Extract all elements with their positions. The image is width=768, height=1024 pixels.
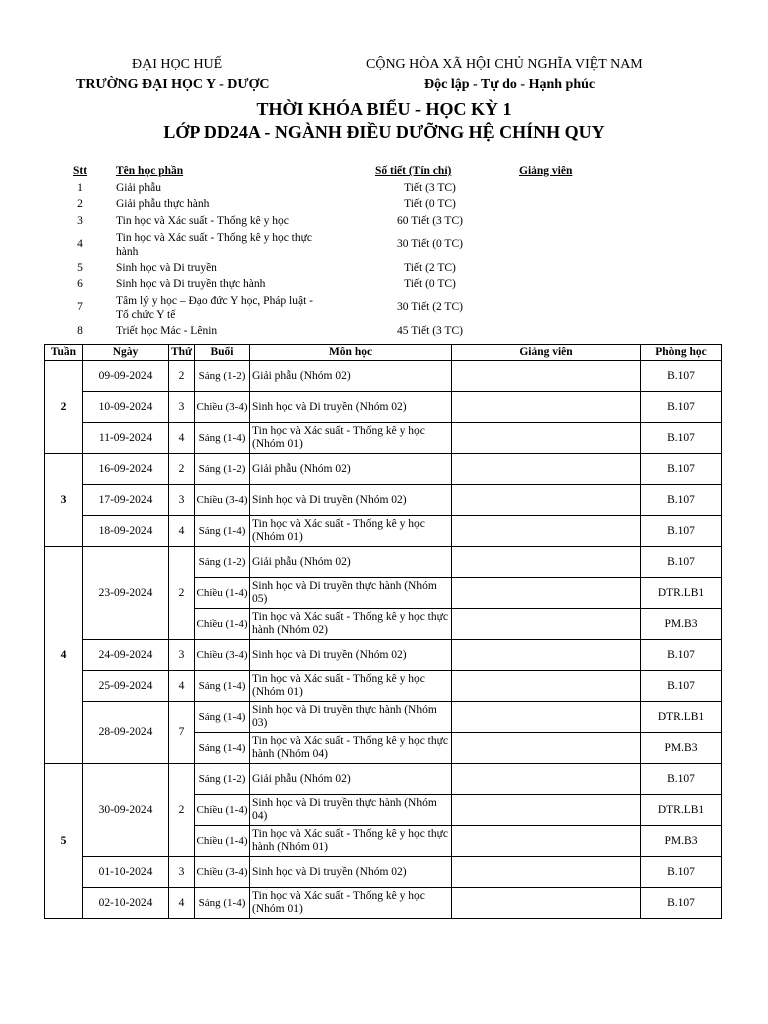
lecturer-cell bbox=[452, 392, 641, 423]
lecturer-cell bbox=[452, 640, 641, 671]
subject-cell: Tin học và Xác suất - Thống kê y học (Nhóm 01) bbox=[250, 516, 452, 547]
course-stt: 4 bbox=[77, 238, 83, 250]
course-hours: 30 Tiết (0 TC) bbox=[397, 238, 463, 250]
session-cell: Sáng (1-4) bbox=[195, 423, 250, 454]
room-cell: B.107 bbox=[641, 516, 722, 547]
weekday-cell: 2 bbox=[169, 764, 195, 857]
course-hours: 30 Tiết (2 TC) bbox=[397, 301, 463, 313]
week-cell: 3 bbox=[45, 454, 83, 547]
weekday-cell: 4 bbox=[169, 671, 195, 702]
date-cell: 18-09-2024 bbox=[83, 516, 169, 547]
session-cell: Chiều (3-4) bbox=[195, 392, 250, 423]
session-cell: Sáng (1-2) bbox=[195, 764, 250, 795]
lecturer-cell bbox=[452, 609, 641, 640]
room-cell: B.107 bbox=[641, 485, 722, 516]
table-row bbox=[45, 702, 722, 733]
subject-cell: Tin học và Xác suất - Thống kê y học (Nhóm 01) bbox=[250, 423, 452, 454]
room-cell: PM.B3 bbox=[641, 609, 722, 640]
room-cell: PM.B3 bbox=[641, 733, 722, 764]
course-list-header-hours: Số tiết (Tín chỉ) bbox=[375, 165, 452, 177]
weekday-cell: 3 bbox=[169, 640, 195, 671]
weekday-cell: 4 bbox=[169, 516, 195, 547]
table-row bbox=[45, 764, 722, 795]
table-row bbox=[45, 888, 722, 919]
course-stt: 5 bbox=[77, 262, 83, 274]
date-cell: 25-09-2024 bbox=[83, 671, 169, 702]
header-week: Tuần bbox=[45, 345, 83, 361]
course-name: Giải phẫu thực hành bbox=[116, 198, 210, 210]
lecturer-cell bbox=[452, 485, 641, 516]
lecturer-cell bbox=[452, 671, 641, 702]
room-cell: DTR.LB1 bbox=[641, 795, 722, 826]
lecturer-cell bbox=[452, 888, 641, 919]
weekday-cell: 2 bbox=[169, 454, 195, 485]
subject-cell: Tin học và Xác suất - Thống kê y học (Nhóm 01) bbox=[250, 671, 452, 702]
course-list-header-name: Tên học phần bbox=[116, 165, 184, 177]
course-hours: Tiết (3 TC) bbox=[404, 182, 456, 194]
subject-cell: Giải phẫu (Nhóm 02) bbox=[250, 361, 452, 392]
subject-cell: Tin học và Xác suất - Thống kê y học thực hành (Nhóm 02) bbox=[250, 609, 452, 640]
subject-cell: Tin học và Xác suất - Thống kê y học (Nhóm 01) bbox=[250, 888, 452, 919]
lecturer-cell bbox=[452, 702, 641, 733]
subject-cell: Giải phẫu (Nhóm 02) bbox=[250, 454, 452, 485]
schedule-table bbox=[44, 344, 722, 919]
course-row bbox=[0, 197, 768, 213]
subject-cell: Sinh học và Di truyền thực hành (Nhóm 04) bbox=[250, 795, 452, 826]
week-cell: 2 bbox=[45, 361, 83, 454]
weekday-cell: 7 bbox=[169, 702, 195, 764]
course-row bbox=[0, 324, 768, 340]
session-cell: Chiều (3-4) bbox=[195, 485, 250, 516]
lecturer-cell bbox=[452, 361, 641, 392]
course-row bbox=[0, 277, 768, 293]
subject-cell: Sinh học và Di truyền thực hành (Nhóm 05) bbox=[250, 578, 452, 609]
subject-cell: Sinh học và Di truyền (Nhóm 02) bbox=[250, 485, 452, 516]
course-stt: 1 bbox=[77, 182, 83, 194]
session-cell: Sáng (1-4) bbox=[195, 733, 250, 764]
weekday-cell: 4 bbox=[169, 423, 195, 454]
weekday-cell: 2 bbox=[169, 547, 195, 640]
table-row bbox=[45, 392, 722, 423]
course-stt: 2 bbox=[77, 198, 83, 210]
school-name: TRƯỜNG ĐẠI HỌC Y - DƯỢC bbox=[76, 77, 270, 92]
course-name: Sinh học và Di truyền bbox=[116, 262, 217, 274]
course-name: Sinh học và Di truyền thực hành bbox=[116, 278, 266, 290]
session-cell: Chiều (1-4) bbox=[195, 795, 250, 826]
lecturer-cell bbox=[452, 423, 641, 454]
lecturer-cell bbox=[452, 764, 641, 795]
course-name: Tâm lý y học – Đạo đức Y học, Pháp luật - Tổ chức Y tế bbox=[116, 295, 313, 321]
weekday-cell: 3 bbox=[169, 857, 195, 888]
session-cell: Chiều (3-4) bbox=[195, 640, 250, 671]
lecturer-cell bbox=[452, 516, 641, 547]
header-lecturer: Giảng viên bbox=[452, 345, 641, 361]
lecturer-cell bbox=[452, 454, 641, 485]
date-cell: 11-09-2024 bbox=[83, 423, 169, 454]
lecturer-cell bbox=[452, 795, 641, 826]
course-name: Tin học và Xác suất - Thống kê y học bbox=[116, 215, 289, 227]
course-row bbox=[0, 294, 768, 322]
weekday-cell: 2 bbox=[169, 361, 195, 392]
weekday-cell: 4 bbox=[169, 888, 195, 919]
date-cell: 23-09-2024 bbox=[83, 547, 169, 640]
course-stt: 8 bbox=[77, 325, 83, 337]
week-cell: 5 bbox=[45, 764, 83, 919]
table-row bbox=[45, 485, 722, 516]
room-cell: DTR.LB1 bbox=[641, 702, 722, 733]
header-session: Buổi bbox=[195, 345, 250, 361]
date-cell: 28-09-2024 bbox=[83, 702, 169, 764]
course-row bbox=[0, 181, 768, 197]
course-stt: 3 bbox=[77, 215, 83, 227]
session-cell: Sáng (1-2) bbox=[195, 454, 250, 485]
subject-cell: Tin học và Xác suất - Thống kê y học thực hành (Nhóm 01) bbox=[250, 826, 452, 857]
date-cell: 10-09-2024 bbox=[83, 392, 169, 423]
room-cell: B.107 bbox=[641, 671, 722, 702]
room-cell: B.107 bbox=[641, 361, 722, 392]
course-name: Giải phẫu bbox=[116, 182, 162, 194]
lecturer-cell bbox=[452, 733, 641, 764]
header-subject: Môn học bbox=[250, 345, 452, 361]
session-cell: Sáng (1-2) bbox=[195, 547, 250, 578]
date-cell: 09-09-2024 bbox=[83, 361, 169, 392]
lecturer-cell bbox=[452, 578, 641, 609]
lecturer-cell bbox=[452, 857, 641, 888]
subject-cell: Sinh học và Di truyền (Nhóm 02) bbox=[250, 857, 452, 888]
table-row bbox=[45, 361, 722, 392]
subject-cell: Sinh học và Di truyền thực hành (Nhóm 03) bbox=[250, 702, 452, 733]
header-date: Ngày bbox=[83, 345, 169, 361]
lecturer-cell bbox=[452, 547, 641, 578]
course-hours: Tiết (0 TC) bbox=[404, 198, 456, 210]
table-row bbox=[45, 640, 722, 671]
subject-cell: Sinh học và Di truyền (Nhóm 02) bbox=[250, 392, 452, 423]
table-row bbox=[45, 671, 722, 702]
course-row bbox=[0, 261, 768, 277]
session-cell: Chiều (1-4) bbox=[195, 609, 250, 640]
subject-cell: Giải phẫu (Nhóm 02) bbox=[250, 547, 452, 578]
course-hours: Tiết (2 TC) bbox=[404, 262, 456, 274]
table-row bbox=[45, 454, 722, 485]
course-list-header-lecturer: Giảng viên bbox=[519, 165, 573, 177]
national-motto: Độc lập - Tự do - Hạnh phúc bbox=[424, 77, 596, 92]
room-cell: B.107 bbox=[641, 454, 722, 485]
room-cell: PM.B3 bbox=[641, 826, 722, 857]
course-name: Triết học Mác - Lênin bbox=[116, 325, 218, 337]
session-cell: Chiều (3-4) bbox=[195, 857, 250, 888]
course-list-header-stt: Stt bbox=[73, 165, 88, 177]
room-cell: B.107 bbox=[641, 423, 722, 454]
table-row bbox=[45, 516, 722, 547]
header-weekday: Thứ bbox=[169, 345, 195, 361]
subject-cell: Sinh học và Di truyền (Nhóm 02) bbox=[250, 640, 452, 671]
table-row bbox=[45, 423, 722, 454]
course-name: Tin học và Xác suất - Thống kê y học thực hành bbox=[116, 232, 312, 258]
weekday-cell: 3 bbox=[169, 485, 195, 516]
course-stt: 6 bbox=[77, 278, 83, 290]
room-cell: B.107 bbox=[641, 764, 722, 795]
subject-cell: Giải phẫu (Nhóm 02) bbox=[250, 764, 452, 795]
country-name: CỘNG HÒA XÃ HỘI CHỦ NGHĨA VIỆT NAM bbox=[366, 57, 643, 72]
session-cell: Sáng (1-4) bbox=[195, 516, 250, 547]
room-cell: B.107 bbox=[641, 547, 722, 578]
header-room: Phòng học bbox=[641, 345, 722, 361]
session-cell: Chiều (1-4) bbox=[195, 826, 250, 857]
session-cell: Sáng (1-4) bbox=[195, 888, 250, 919]
subject-cell: Tin học và Xác suất - Thống kê y học thực hành (Nhóm 04) bbox=[250, 733, 452, 764]
room-cell: B.107 bbox=[641, 392, 722, 423]
date-cell: 17-09-2024 bbox=[83, 485, 169, 516]
course-hours: Tiết (0 TC) bbox=[404, 278, 456, 290]
date-cell: 30-09-2024 bbox=[83, 764, 169, 857]
class-title: LỚP DD24A - NGÀNH ĐIỀU DƯỠNG HỆ CHÍNH QUY bbox=[163, 122, 605, 142]
course-stt: 7 bbox=[77, 301, 83, 313]
room-cell: B.107 bbox=[641, 640, 722, 671]
room-cell: DTR.LB1 bbox=[641, 578, 722, 609]
course-hours: 60 Tiết (3 TC) bbox=[397, 215, 463, 227]
course-row bbox=[0, 231, 768, 259]
weekday-cell: 3 bbox=[169, 392, 195, 423]
university-name: ĐẠI HỌC HUẾ bbox=[132, 57, 223, 72]
date-cell: 16-09-2024 bbox=[83, 454, 169, 485]
date-cell: 24-09-2024 bbox=[83, 640, 169, 671]
week-cell: 4 bbox=[45, 547, 83, 764]
date-cell: 02-10-2024 bbox=[83, 888, 169, 919]
course-hours: 45 Tiết (3 TC) bbox=[397, 325, 463, 337]
table-row bbox=[45, 857, 722, 888]
session-cell: Sáng (1-4) bbox=[195, 671, 250, 702]
schedule-header-row bbox=[45, 345, 722, 361]
session-cell: Sáng (1-2) bbox=[195, 361, 250, 392]
lecturer-cell bbox=[452, 826, 641, 857]
room-cell: B.107 bbox=[641, 888, 722, 919]
table-row bbox=[45, 547, 722, 578]
session-cell: Chiều (1-4) bbox=[195, 578, 250, 609]
date-cell: 01-10-2024 bbox=[83, 857, 169, 888]
course-row bbox=[0, 214, 768, 230]
timetable-title: THỜI KHÓA BIỂU - HỌC KỲ 1 bbox=[256, 99, 512, 119]
session-cell: Sáng (1-4) bbox=[195, 702, 250, 733]
room-cell: B.107 bbox=[641, 857, 722, 888]
